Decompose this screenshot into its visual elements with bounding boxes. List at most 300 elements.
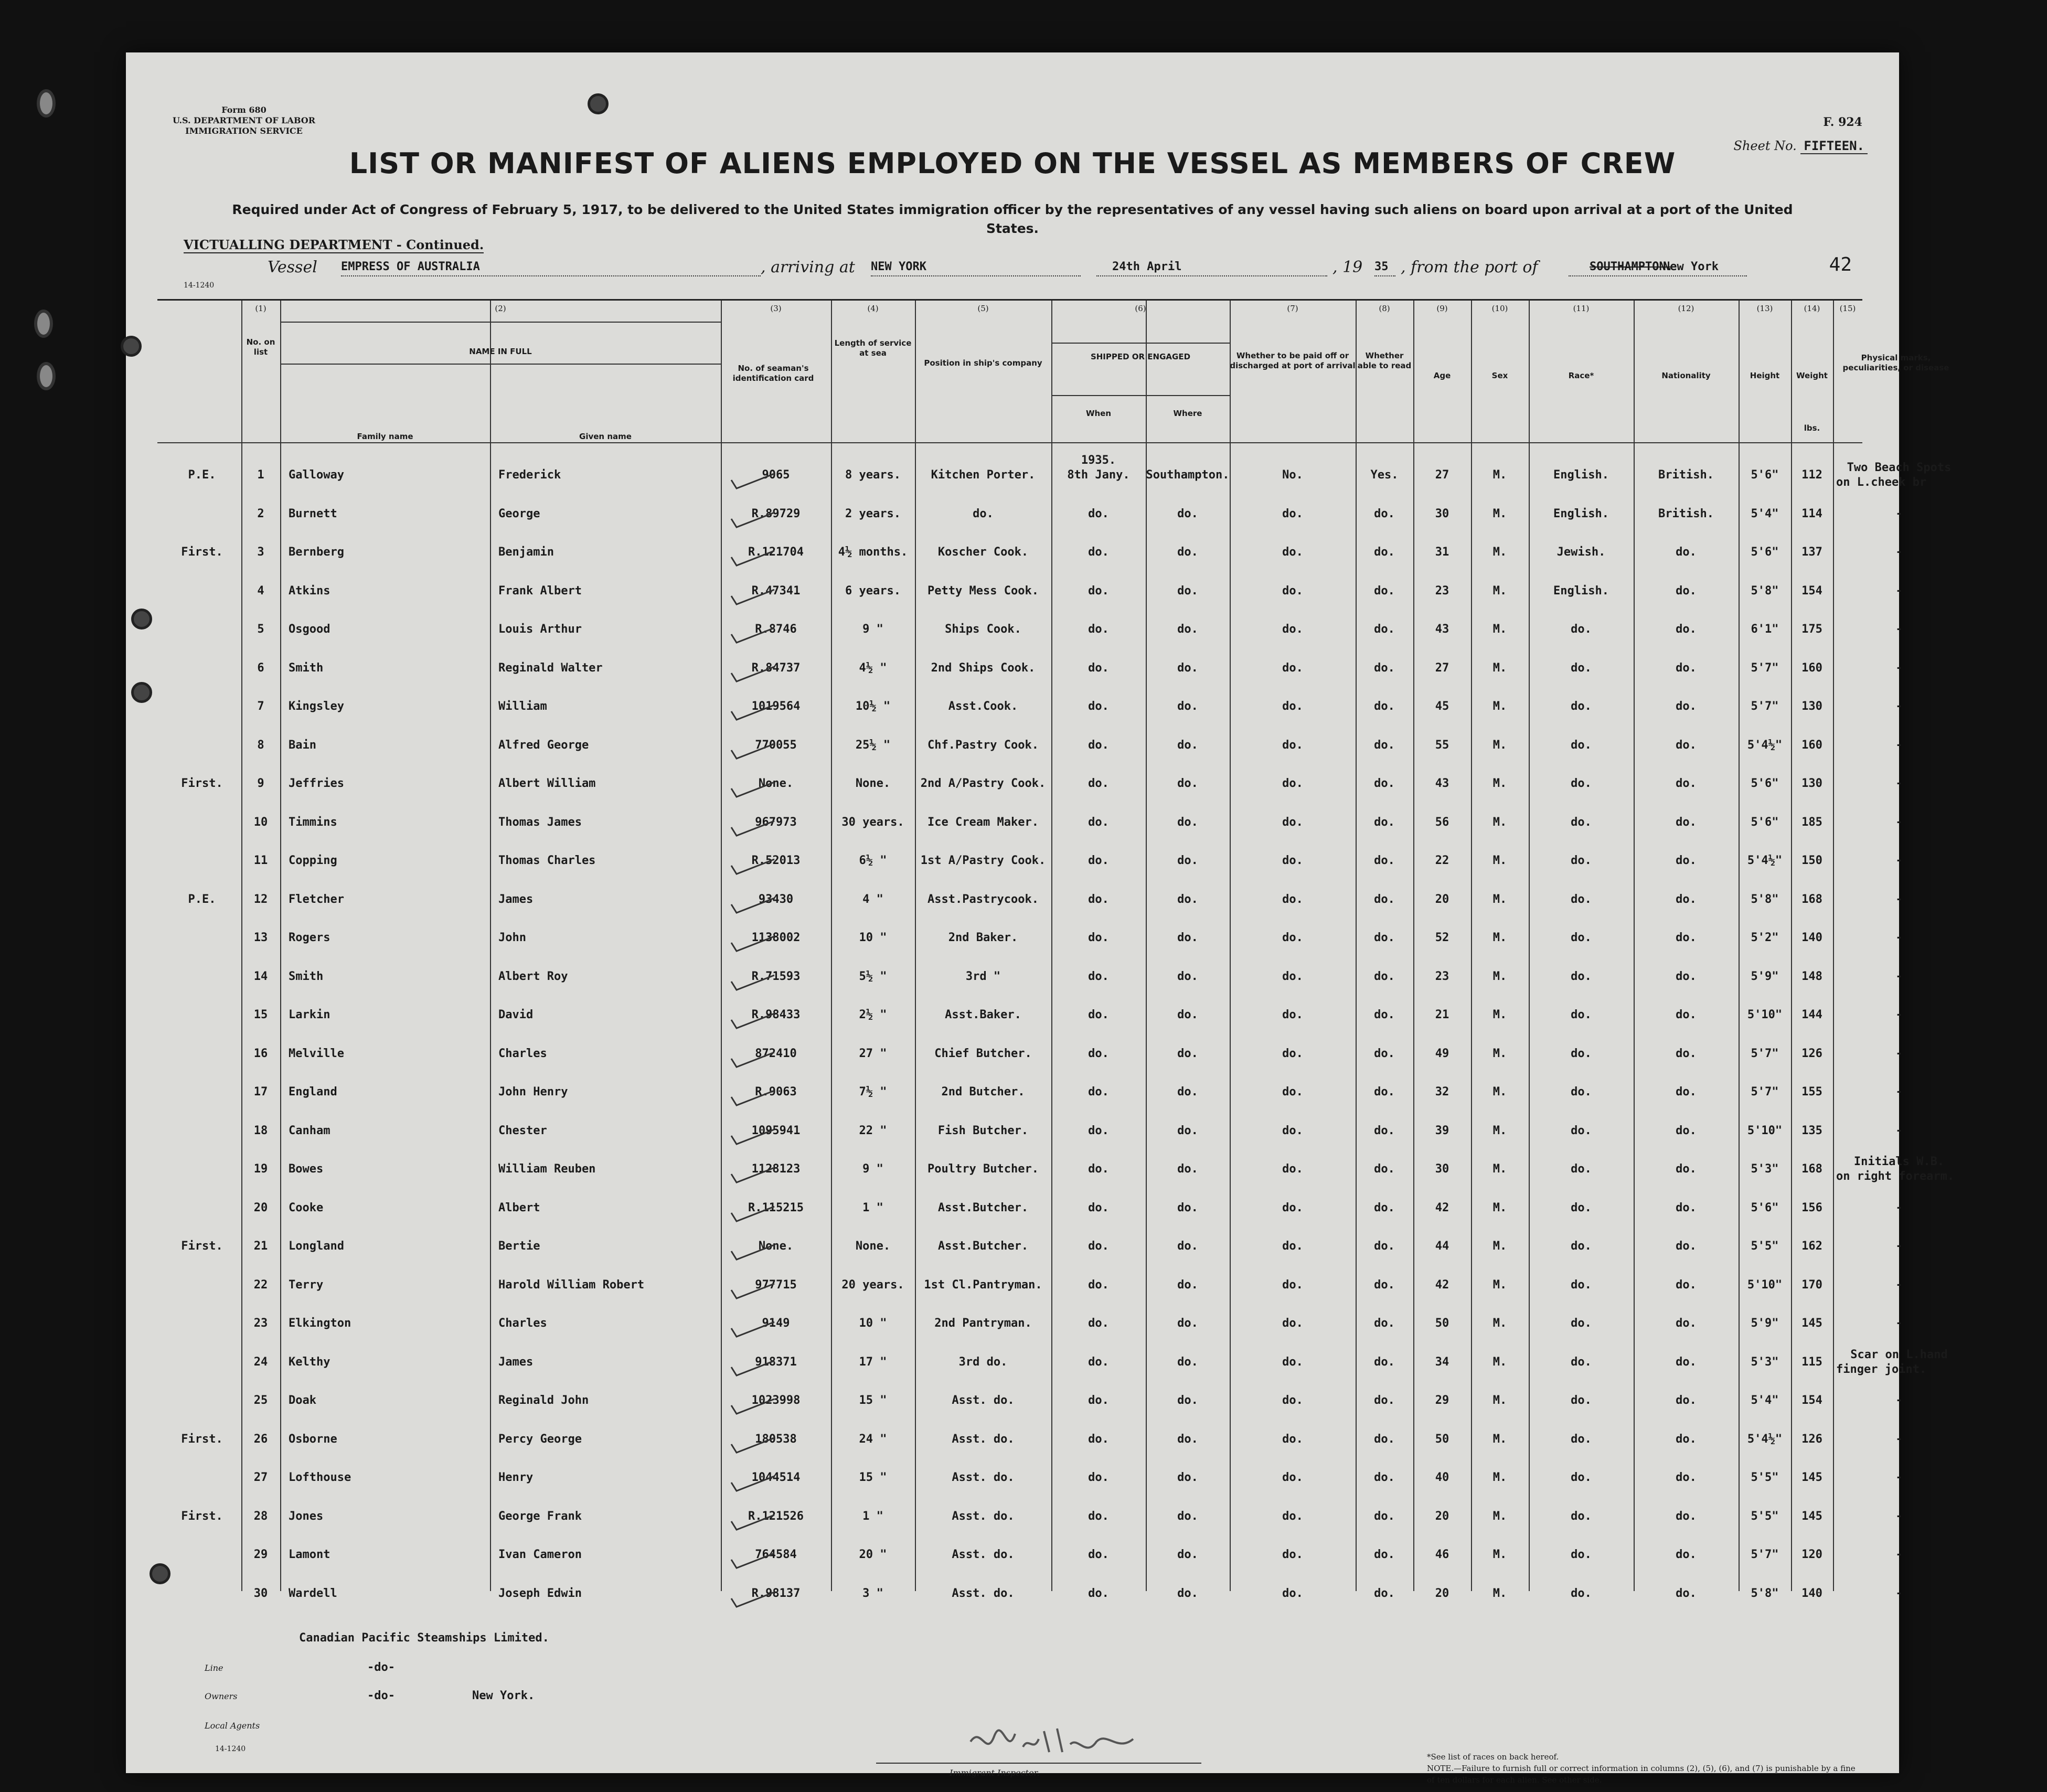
row-mark: First. bbox=[181, 546, 223, 559]
engaged-when: do. bbox=[1088, 623, 1109, 636]
nationality: do. bbox=[1676, 738, 1697, 752]
length-of-service: 10 " bbox=[859, 1317, 887, 1330]
engaged-when: do. bbox=[1088, 1201, 1109, 1214]
age: 30 bbox=[1435, 507, 1449, 520]
inspector-signature-icon bbox=[965, 1721, 1154, 1763]
physical-marks-cont: finger joint. bbox=[1836, 1362, 1927, 1376]
table-row bbox=[157, 535, 1903, 574]
sex: M. bbox=[1492, 1124, 1507, 1137]
race: do. bbox=[1571, 700, 1592, 713]
ship-position: Asst.Pastrycook. bbox=[927, 892, 1039, 906]
engaged-when: do. bbox=[1088, 1432, 1109, 1446]
paid-off: No. bbox=[1282, 468, 1303, 482]
length-of-service: 2½ " bbox=[859, 1008, 887, 1021]
table-row bbox=[157, 497, 1903, 536]
column-number: (2) bbox=[495, 304, 506, 313]
row-number: 5 bbox=[257, 623, 264, 636]
row-number: 25 bbox=[253, 1394, 268, 1407]
col-header-when: When bbox=[1085, 409, 1112, 418]
height: 5'2" bbox=[1751, 931, 1779, 944]
family-name: Wardell bbox=[289, 1586, 337, 1600]
ship-position: Chief Butcher. bbox=[934, 1047, 1032, 1060]
check-mark-icon bbox=[729, 934, 776, 955]
given-name: John bbox=[498, 931, 526, 944]
engaged-where: do. bbox=[1177, 1162, 1198, 1176]
given-name: Benjamin bbox=[498, 546, 554, 559]
check-mark-icon bbox=[729, 973, 776, 994]
from-port-label: , from the port of bbox=[1401, 258, 1538, 276]
id-card-number: 770055 bbox=[755, 738, 797, 752]
physical-marks: - bbox=[1895, 1509, 1903, 1523]
height: 5'9" bbox=[1751, 969, 1779, 983]
owners-label: Owners bbox=[205, 1691, 238, 1701]
height: 5'6" bbox=[1751, 1201, 1779, 1214]
physical-marks: - bbox=[1895, 546, 1903, 559]
race: do. bbox=[1571, 1278, 1592, 1292]
col-header-shipped: SHIPPED OR ENGAGED bbox=[1090, 352, 1191, 361]
length-of-service: 6 years. bbox=[845, 584, 901, 598]
able-to-read: do. bbox=[1374, 892, 1395, 906]
physical-marks: - bbox=[1895, 1201, 1903, 1214]
height: 5'7" bbox=[1751, 661, 1779, 675]
race: do. bbox=[1571, 1586, 1592, 1600]
physical-marks: - bbox=[1895, 738, 1903, 752]
row-number: 1 bbox=[257, 468, 264, 482]
engaged-where: do. bbox=[1177, 661, 1198, 675]
paid-off: do. bbox=[1282, 623, 1303, 636]
engaged-when: do. bbox=[1088, 1278, 1109, 1292]
engaged-where: do. bbox=[1177, 1047, 1198, 1060]
weight: 154 bbox=[1801, 1394, 1822, 1407]
column-number: (5) bbox=[977, 304, 989, 313]
paid-off: do. bbox=[1282, 854, 1303, 867]
manifest-footer bbox=[157, 1631, 1862, 1785]
family-name: England bbox=[289, 1085, 337, 1098]
given-name: Albert Roy bbox=[498, 969, 568, 983]
height: 5'4½" bbox=[1747, 738, 1783, 752]
engaged-where: do. bbox=[1177, 1124, 1198, 1137]
engaged-when: do. bbox=[1088, 546, 1109, 559]
engaged-when: do. bbox=[1088, 854, 1109, 867]
ship-position: do. bbox=[973, 507, 994, 520]
table-row bbox=[157, 1037, 1903, 1075]
height: 5'7" bbox=[1751, 1085, 1779, 1098]
id-card-number: 1128123 bbox=[751, 1162, 801, 1176]
nationality: do. bbox=[1676, 777, 1697, 790]
able-to-read: do. bbox=[1374, 546, 1395, 559]
engaged-where: do. bbox=[1177, 1240, 1198, 1253]
row-number: 11 bbox=[253, 854, 268, 867]
weight: 160 bbox=[1801, 661, 1822, 675]
column-number: (7) bbox=[1287, 304, 1298, 313]
form-service: IMMIGRATION SERVICE bbox=[185, 126, 303, 136]
able-to-read: do. bbox=[1374, 1124, 1395, 1137]
weight: 145 bbox=[1801, 1509, 1822, 1523]
age: 20 bbox=[1435, 1586, 1449, 1600]
ship-position: Asst.Butcher. bbox=[937, 1201, 1029, 1214]
check-mark-icon bbox=[729, 703, 776, 724]
length-of-service: 20 years. bbox=[841, 1278, 904, 1292]
length-of-service: 9 " bbox=[862, 623, 883, 636]
physical-marks: - bbox=[1895, 1394, 1903, 1407]
given-name: Thomas Charles bbox=[498, 854, 596, 867]
row-number: 28 bbox=[253, 1509, 268, 1523]
nationality: do. bbox=[1676, 1548, 1697, 1561]
sex: M. bbox=[1492, 1548, 1507, 1561]
owners-value: -do- bbox=[367, 1689, 395, 1702]
binder-hole-icon bbox=[34, 310, 53, 338]
nationality: do. bbox=[1676, 584, 1697, 598]
id-card-number: 918371 bbox=[755, 1355, 797, 1369]
company-name: Canadian Pacific Steamships Limited. bbox=[299, 1631, 549, 1645]
race: do. bbox=[1571, 738, 1592, 752]
ship-position: Asst.Butcher. bbox=[937, 1240, 1029, 1253]
row-number: 10 bbox=[253, 815, 268, 829]
nationality: do. bbox=[1676, 546, 1697, 559]
family-name: Burnett bbox=[289, 507, 337, 520]
physical-marks: - bbox=[1895, 1586, 1903, 1600]
sex: M. bbox=[1492, 1355, 1507, 1369]
row-mark: P.E. bbox=[188, 468, 216, 482]
table-row bbox=[157, 1538, 1903, 1576]
family-name: Bernberg bbox=[289, 546, 344, 559]
agents-value: New York. bbox=[472, 1689, 535, 1702]
weight: 160 bbox=[1801, 738, 1822, 752]
age: 22 bbox=[1435, 854, 1449, 867]
paid-off: do. bbox=[1282, 815, 1303, 829]
weight: 175 bbox=[1801, 623, 1822, 636]
height: 5'10" bbox=[1747, 1278, 1783, 1292]
inspector-signature-line bbox=[876, 1763, 1201, 1764]
weight: 162 bbox=[1801, 1240, 1822, 1253]
given-name: Charles bbox=[498, 1317, 547, 1330]
arriving-port: NEW YORK bbox=[871, 260, 1081, 276]
physical-marks: - bbox=[1895, 969, 1903, 983]
check-mark-icon bbox=[729, 588, 776, 609]
row-number: 20 bbox=[253, 1201, 268, 1214]
column-number: (14) bbox=[1804, 304, 1820, 313]
given-name: James bbox=[498, 892, 534, 906]
check-mark-icon bbox=[729, 665, 776, 686]
age: 27 bbox=[1435, 661, 1449, 675]
col-header-id-card: No. of seaman's identification card bbox=[732, 364, 814, 383]
length-of-service: None. bbox=[855, 777, 891, 790]
able-to-read: do. bbox=[1374, 777, 1395, 790]
sex: M. bbox=[1492, 507, 1507, 520]
punch-hole-icon bbox=[121, 336, 142, 357]
engaged-where: do. bbox=[1177, 1085, 1198, 1098]
age: 23 bbox=[1435, 584, 1449, 598]
engaged-where: do. bbox=[1177, 1008, 1198, 1021]
engaged-when: do. bbox=[1088, 1586, 1109, 1600]
age: 20 bbox=[1435, 892, 1449, 906]
nationality: do. bbox=[1676, 1394, 1697, 1407]
length-of-service: None. bbox=[855, 1240, 891, 1253]
able-to-read: do. bbox=[1374, 1240, 1395, 1253]
engaged-where: do. bbox=[1177, 1548, 1198, 1561]
paid-off: do. bbox=[1282, 584, 1303, 598]
engaged-where: do. bbox=[1177, 969, 1198, 983]
footnote-penalty: NOTE.—Failure to furnish full or correct information in columns (2), (5), (6), and (7) is punishable by a fine of ten dollars for each alien. See other side. bbox=[1427, 1764, 1856, 1785]
ship-position: 2nd Pantryman. bbox=[934, 1317, 1032, 1330]
engaged-where: do. bbox=[1177, 777, 1198, 790]
weight: 145 bbox=[1801, 1317, 1822, 1330]
col-header-name: NAME IN FULL bbox=[469, 347, 532, 356]
length-of-service: 4 " bbox=[862, 892, 883, 906]
length-of-service: 15 " bbox=[859, 1471, 887, 1484]
footer-form-code: 14-1240 bbox=[215, 1745, 246, 1753]
engaged-where: do. bbox=[1177, 1317, 1198, 1330]
sex: M. bbox=[1492, 468, 1507, 482]
paid-off: do. bbox=[1282, 777, 1303, 790]
paid-off: do. bbox=[1282, 1240, 1303, 1253]
row-number: 9 bbox=[257, 777, 264, 790]
weight: 114 bbox=[1801, 507, 1822, 520]
length-of-service: 6½ " bbox=[859, 854, 887, 867]
length-of-service: 2 years. bbox=[845, 507, 901, 520]
weight: 140 bbox=[1801, 931, 1822, 944]
age: 39 bbox=[1435, 1124, 1449, 1137]
engaged-where: do. bbox=[1177, 623, 1198, 636]
length-of-service: 8 years. bbox=[845, 468, 901, 482]
weight: 144 bbox=[1801, 1008, 1822, 1021]
paid-off: do. bbox=[1282, 1162, 1303, 1176]
engaged-where: do. bbox=[1177, 1201, 1198, 1214]
weight: 150 bbox=[1801, 854, 1822, 867]
check-mark-icon bbox=[729, 1397, 776, 1418]
row-number: 27 bbox=[253, 1471, 268, 1484]
year-suffix: 35 bbox=[1374, 260, 1395, 276]
family-name: Timmins bbox=[289, 815, 337, 829]
ship-position: Fish Butcher. bbox=[937, 1124, 1029, 1137]
header-divider bbox=[280, 322, 721, 323]
height: 5'10" bbox=[1747, 1124, 1783, 1137]
sex: M. bbox=[1492, 1201, 1507, 1214]
col-header-given: Given name bbox=[579, 432, 632, 441]
paid-off: do. bbox=[1282, 1201, 1303, 1214]
ship-position: Ships Cook. bbox=[945, 623, 1021, 636]
col-header-able-read: Whether able to read bbox=[1357, 351, 1412, 370]
id-card-number: 1095941 bbox=[751, 1124, 801, 1137]
height: 5'7" bbox=[1751, 1047, 1779, 1060]
paid-off: do. bbox=[1282, 1432, 1303, 1446]
ship-position: Ice Cream Maker. bbox=[927, 815, 1039, 829]
race: do. bbox=[1571, 661, 1592, 675]
family-name: Rogers bbox=[289, 931, 330, 944]
row-number: 22 bbox=[253, 1278, 268, 1292]
paid-off: do. bbox=[1282, 1124, 1303, 1137]
row-number: 2 bbox=[257, 507, 264, 520]
given-name: Harold William Robert bbox=[498, 1278, 645, 1292]
able-to-read: do. bbox=[1374, 1317, 1395, 1330]
physical-marks: - bbox=[1895, 1124, 1903, 1137]
nationality: do. bbox=[1676, 661, 1697, 675]
sex: M. bbox=[1492, 546, 1507, 559]
check-mark-icon bbox=[729, 1474, 776, 1495]
length-of-service: 4½ " bbox=[859, 661, 887, 675]
id-card-number: 1019564 bbox=[751, 700, 801, 713]
check-mark-icon bbox=[729, 1166, 776, 1187]
race: do. bbox=[1571, 1355, 1592, 1369]
race: do. bbox=[1571, 1432, 1592, 1446]
family-name: Bain bbox=[289, 738, 316, 752]
table-row bbox=[157, 844, 1903, 882]
engaged-when: do. bbox=[1088, 1162, 1109, 1176]
check-mark-icon bbox=[729, 780, 776, 801]
length-of-service: 5½ " bbox=[859, 969, 887, 983]
row-number: 6 bbox=[257, 661, 264, 675]
race: do. bbox=[1571, 854, 1592, 867]
from-port: New York bbox=[1663, 260, 1719, 273]
header-divider bbox=[1051, 395, 1230, 396]
race: do. bbox=[1571, 931, 1592, 944]
row-mark: First. bbox=[181, 777, 223, 790]
year-label: , 19 bbox=[1332, 258, 1363, 276]
length-of-service: 1 " bbox=[862, 1201, 883, 1214]
family-name: Kelthy bbox=[289, 1355, 330, 1369]
paid-off: do. bbox=[1282, 1586, 1303, 1600]
line-label: Line bbox=[205, 1663, 223, 1673]
family-name: Smith bbox=[289, 661, 324, 675]
race: do. bbox=[1571, 1201, 1592, 1214]
row-number: 15 bbox=[253, 1008, 268, 1021]
punch-hole-icon bbox=[131, 682, 152, 703]
table-row bbox=[157, 1114, 1903, 1153]
race: do. bbox=[1571, 623, 1592, 636]
engaged-when: do. bbox=[1088, 1047, 1109, 1060]
paid-off: do. bbox=[1282, 1355, 1303, 1369]
race: do. bbox=[1571, 815, 1592, 829]
height: 5'4" bbox=[1751, 1394, 1779, 1407]
sex: M. bbox=[1492, 1047, 1507, 1060]
engaged-when: do. bbox=[1088, 661, 1109, 675]
physical-marks: - bbox=[1895, 623, 1903, 636]
column-number: (1) bbox=[255, 304, 266, 313]
race: do. bbox=[1571, 777, 1592, 790]
family-name: Smith bbox=[289, 969, 324, 983]
manifest-page bbox=[126, 52, 1955, 1785]
nationality: do. bbox=[1676, 1317, 1697, 1330]
given-name: Albert William bbox=[498, 777, 596, 790]
id-card-number: 967973 bbox=[755, 815, 797, 829]
nationality: do. bbox=[1676, 1432, 1697, 1446]
nationality: do. bbox=[1676, 1509, 1697, 1523]
engaged-when: do. bbox=[1088, 777, 1109, 790]
line-value: -do- bbox=[367, 1661, 395, 1674]
vessel-label: Vessel bbox=[268, 258, 317, 276]
length-of-service: 10 " bbox=[859, 931, 887, 944]
page-subtitle: Required under Act of Congress of February 5, 1917, to be delivered to the United States immigration officer by the representatives of any vessel having such aliens on board upon arrival at a port of the United States. bbox=[232, 202, 1793, 236]
col-header-position: Position in ship's company bbox=[924, 358, 1042, 368]
ship-position: 1st A/Pastry Cook. bbox=[920, 854, 1046, 867]
age: 23 bbox=[1435, 969, 1449, 983]
family-name: Osgood bbox=[289, 623, 330, 636]
race: do. bbox=[1571, 1124, 1592, 1137]
paid-off: do. bbox=[1282, 1509, 1303, 1523]
weight: 130 bbox=[1801, 700, 1822, 713]
physical-marks: - bbox=[1895, 1317, 1903, 1330]
id-card-number: R.115215 bbox=[748, 1201, 804, 1214]
ship-position: Asst. do. bbox=[952, 1548, 1015, 1561]
ship-position: 2nd Butcher. bbox=[941, 1085, 1025, 1098]
family-name: Jones bbox=[289, 1509, 324, 1523]
id-card-number: R.84737 bbox=[751, 661, 801, 675]
weight: 140 bbox=[1801, 1586, 1822, 1600]
physical-marks: - bbox=[1895, 1085, 1903, 1098]
table-row bbox=[157, 1306, 1903, 1345]
nationality: do. bbox=[1676, 815, 1697, 829]
nationality: do. bbox=[1676, 1047, 1697, 1060]
row-number: 17 bbox=[253, 1085, 268, 1098]
id-card-number: 977715 bbox=[755, 1278, 797, 1292]
length-of-service: 17 " bbox=[859, 1355, 887, 1369]
ship-position: Asst. do. bbox=[952, 1586, 1015, 1600]
height: 5'6" bbox=[1751, 777, 1779, 790]
check-mark-icon bbox=[729, 626, 776, 647]
sex: M. bbox=[1492, 1162, 1507, 1176]
engaged-when: do. bbox=[1088, 1471, 1109, 1484]
table-row bbox=[157, 1576, 1903, 1615]
able-to-read: do. bbox=[1374, 507, 1395, 520]
col-header-weight: Weight bbox=[1796, 371, 1828, 380]
sex: M. bbox=[1492, 931, 1507, 944]
ship-position: Asst. do. bbox=[952, 1394, 1015, 1407]
form-department: U.S. DEPARTMENT OF LABOR bbox=[172, 115, 316, 125]
given-name: Chester bbox=[498, 1124, 547, 1137]
height: 5'7" bbox=[1751, 700, 1779, 713]
row-number: 14 bbox=[253, 969, 268, 983]
check-mark-icon bbox=[729, 742, 776, 763]
height: 5'3" bbox=[1751, 1355, 1779, 1369]
family-name: Galloway bbox=[289, 468, 344, 482]
weight: 155 bbox=[1801, 1085, 1822, 1098]
form-code: 14-1240 bbox=[184, 281, 215, 290]
table-row bbox=[157, 728, 1903, 767]
ship-position: Asst. do. bbox=[952, 1509, 1015, 1523]
paid-off: do. bbox=[1282, 1085, 1303, 1098]
column-number: (8) bbox=[1379, 304, 1390, 313]
engaged-when: do. bbox=[1088, 738, 1109, 752]
col-header-family: Family name bbox=[357, 432, 413, 441]
engaged-when: do. bbox=[1088, 700, 1109, 713]
age: 43 bbox=[1435, 623, 1449, 636]
weight: 168 bbox=[1801, 892, 1822, 906]
engaged-where: do. bbox=[1177, 738, 1198, 752]
race: do. bbox=[1571, 1471, 1592, 1484]
able-to-read: Yes. bbox=[1370, 468, 1399, 482]
physical-marks-cont: on L.cheek br bbox=[1836, 476, 1927, 489]
row-mark: First. bbox=[181, 1240, 223, 1253]
age: 20 bbox=[1435, 1509, 1449, 1523]
check-mark-icon bbox=[729, 1282, 776, 1303]
weight: 170 bbox=[1801, 1278, 1822, 1292]
race: English. bbox=[1553, 507, 1609, 520]
engaged-where: do. bbox=[1177, 815, 1198, 829]
id-card-number: R.47341 bbox=[751, 584, 801, 598]
physical-marks: Scar on L.hand bbox=[1850, 1348, 1948, 1361]
ship-position: 2nd Baker. bbox=[948, 931, 1018, 944]
check-mark-icon bbox=[729, 1089, 776, 1110]
able-to-read: do. bbox=[1374, 700, 1395, 713]
engaged-when: do. bbox=[1088, 1509, 1109, 1523]
row-number: 16 bbox=[253, 1047, 268, 1060]
ship-position: 3rd " bbox=[965, 969, 1001, 983]
id-card-number: R.71593 bbox=[751, 969, 801, 983]
column-number: (13) bbox=[1756, 304, 1773, 313]
nationality: do. bbox=[1676, 892, 1697, 906]
sex: M. bbox=[1492, 1008, 1507, 1021]
col-header-no: No. on list bbox=[246, 337, 275, 357]
